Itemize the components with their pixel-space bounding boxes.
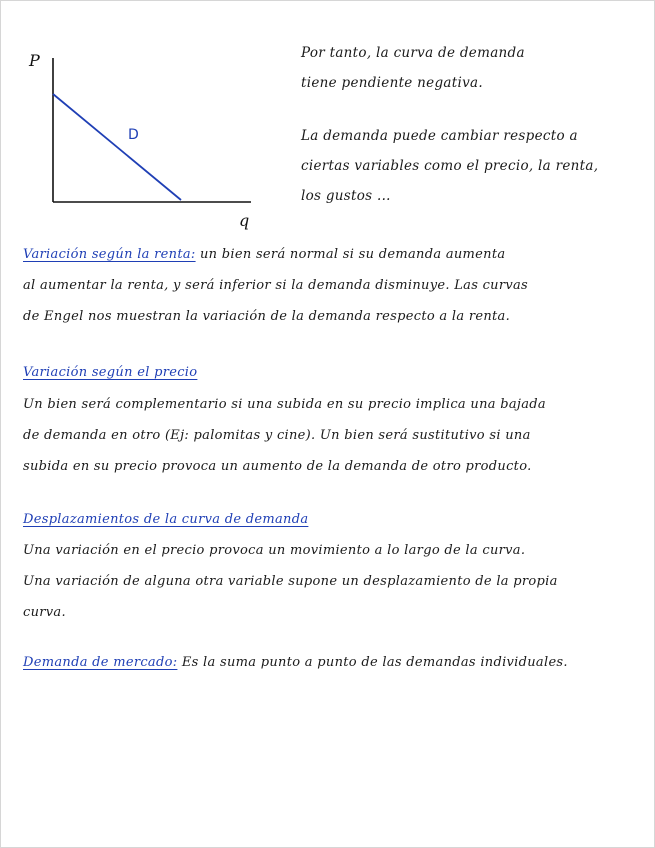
section-renta [23, 239, 641, 332]
intro-line: los gustos ... [301, 188, 391, 204]
section-line: al aumentar la renta, y será inferior si la demanda disminuye. Las curvas [23, 278, 529, 293]
section-heading-line [23, 359, 641, 387]
intro-line: ciertas variables como el precio, la renta, [301, 158, 599, 174]
section-line [23, 239, 641, 270]
y-axis-label: P [29, 51, 40, 70]
intro-line: Por tanto, la curva de demanda [301, 45, 525, 61]
text-span: un bien será normal si su demanda aumenta [195, 247, 506, 262]
heading-renta: Variación según la renta: [23, 247, 196, 262]
curve-label: D [128, 127, 139, 143]
section-mercado [23, 647, 641, 678]
section-line: de demanda en otro (Ej: palomitas y cine). Un bien será sustitutivo si una [23, 428, 531, 443]
section-line: de Engel nos muestran la variación de la demanda respecto a la renta. [23, 309, 511, 324]
x-axis-label: q [239, 211, 250, 230]
heading-desplazamientos: Desplazamientos de la curva de demanda [23, 512, 309, 527]
section-line [23, 647, 641, 678]
intro-block-1 [301, 38, 646, 98]
section-heading-line [23, 504, 641, 535]
text-span: Es la suma punto a punto de las demandas individuales. [177, 655, 568, 670]
section-precio [23, 359, 641, 482]
demand-graph-svg [23, 46, 263, 231]
section-line: curva. [23, 605, 66, 620]
heading-precio: Variación según el precio [23, 365, 198, 380]
section-line: subida en su precio provoca un aumento de la demanda de otro producto. [23, 459, 532, 474]
section-line: Un bien será complementario si una subida en su precio implica una bajada [23, 397, 546, 412]
demand-graph [23, 46, 263, 231]
section-line: Una variación de alguna otra variable supone un desplazamiento de la propia [23, 574, 558, 589]
section-desplazamientos [23, 504, 641, 628]
intro-line: La demanda puede cambiar respecto a [301, 128, 578, 144]
intro-line: tiene pendiente negativa. [301, 75, 483, 91]
section-line: Una variación en el precio provoca un movimiento a lo largo de la curva. [23, 543, 526, 558]
heading-mercado: Demanda de mercado: [23, 655, 178, 670]
demand-curve [53, 94, 181, 200]
intro-block-2 [301, 121, 646, 211]
